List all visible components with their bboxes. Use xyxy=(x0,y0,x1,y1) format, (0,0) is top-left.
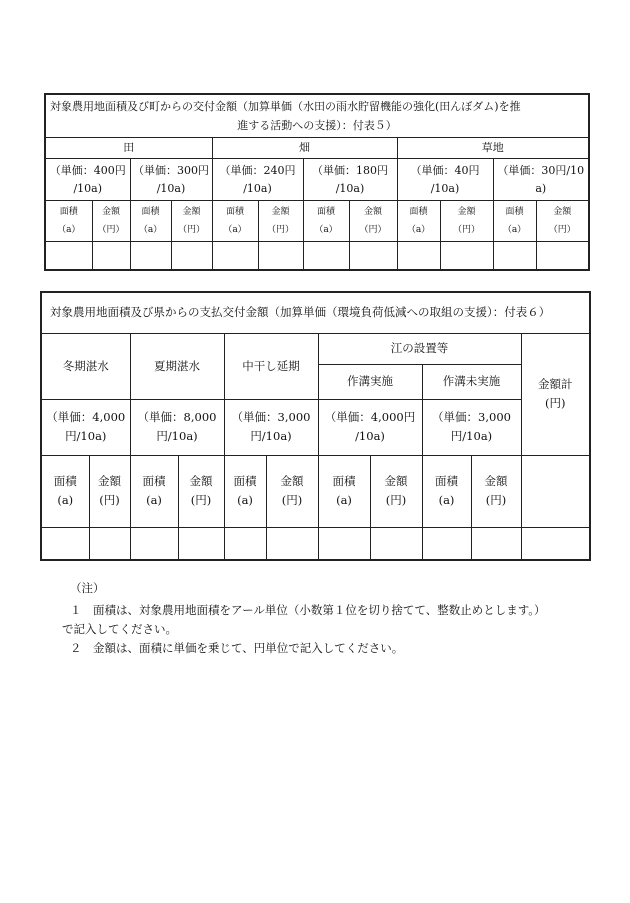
table1-title xyxy=(45,94,589,138)
area-header: 面積 (a) xyxy=(422,455,471,527)
subsidy-table-prefecture xyxy=(40,291,591,561)
header-ditch-not-done: 作溝未実施 xyxy=(422,364,521,399)
entry-cell[interactable] xyxy=(92,242,130,270)
entry-cell[interactable] xyxy=(318,527,370,560)
entry-cell[interactable] xyxy=(178,527,224,560)
rate-cell: （単価：300円 /10a) xyxy=(130,159,212,201)
entry-cell[interactable] xyxy=(303,242,349,270)
header-ditch: 江の設置等 xyxy=(318,333,521,364)
category-upland: 畑 xyxy=(212,138,397,159)
rate-cell: （単価：180円 /10a) xyxy=(303,159,397,201)
entry-cell[interactable] xyxy=(130,242,171,270)
entry-cell[interactable] xyxy=(171,242,212,270)
amount-header: 金額 （円） xyxy=(536,201,589,242)
rate-cell: （単価：4,000円 /10a) xyxy=(318,399,422,455)
entry-cell[interactable] xyxy=(258,242,303,270)
note-1-line2: で記入してください。 xyxy=(62,622,177,636)
amount-header: 金額 (円) xyxy=(370,455,422,527)
subsidy-table-town xyxy=(44,93,590,271)
rate-cell: （単価：3,000 円/10a) xyxy=(224,399,318,455)
table1-title-line2: 進する活動への支援）：付表５） xyxy=(237,119,397,132)
entry-cell[interactable] xyxy=(224,527,266,560)
header-ditch-done: 作溝実施 xyxy=(318,364,422,399)
rate-cell: （単価：3,000 円/10a) xyxy=(422,399,521,455)
area-header: 面積 (a) xyxy=(224,455,266,527)
header-midseason-drainage: 中干し延期 xyxy=(224,333,318,399)
area-header: 面積 （a） xyxy=(212,201,258,242)
entry-cell[interactable] xyxy=(521,527,590,560)
area-header: 面積 （a） xyxy=(397,201,440,242)
area-header: 面積 （a） xyxy=(45,201,92,242)
amount-header: 金額 （円） xyxy=(258,201,303,242)
rate-cell: （単価：40円 /10a) xyxy=(397,159,493,201)
entry-cell[interactable] xyxy=(130,527,178,560)
category-grassland: 草地 xyxy=(397,138,589,159)
note-2: ２ 金額は、面積に単価を乗じて、円単位で記入してください。 xyxy=(70,641,404,655)
total-blank-cell xyxy=(521,455,590,527)
table1-title-line1: 対象農用地面積及び町からの交付金額（加算単価（水田の雨水貯留機能の強化(田んぼダム)を推 xyxy=(50,100,521,113)
entry-cell[interactable] xyxy=(45,242,92,270)
entry-cell[interactable] xyxy=(212,242,258,270)
entry-cell[interactable] xyxy=(493,242,536,270)
area-header: 面積 (a) xyxy=(318,455,370,527)
area-header: 面積 （a） xyxy=(303,201,349,242)
category-paddy: 田 xyxy=(45,138,212,159)
header-total-amount: 金額計 (円) xyxy=(521,333,590,455)
entry-cell[interactable] xyxy=(349,242,397,270)
area-header: 面積 (a) xyxy=(41,455,89,527)
amount-header: 金額 (円) xyxy=(178,455,224,527)
entry-cell[interactable] xyxy=(440,242,493,270)
rate-cell: （単価：400円 /10a) xyxy=(45,159,130,201)
notes xyxy=(62,579,590,658)
entry-cell[interactable] xyxy=(536,242,589,270)
notes-heading: （注） xyxy=(70,581,105,595)
amount-header: 金額 (円) xyxy=(471,455,521,527)
rate-cell: （単価：4,000 円/10a) xyxy=(41,399,130,455)
area-header: 面積 （a） xyxy=(493,201,536,242)
entry-cell[interactable] xyxy=(471,527,521,560)
rate-cell: （単価：8,000 円/10a) xyxy=(130,399,224,455)
amount-header: 金額 （円） xyxy=(92,201,130,242)
header-winter-flooding: 冬期湛水 xyxy=(41,333,130,399)
amount-header: 金額 (円) xyxy=(266,455,318,527)
entry-cell[interactable] xyxy=(41,527,89,560)
header-summer-flooding: 夏期湛水 xyxy=(130,333,224,399)
entry-cell[interactable] xyxy=(397,242,440,270)
entry-cell[interactable] xyxy=(89,527,130,560)
rate-cell: （単価：30円/10 a) xyxy=(493,159,589,201)
area-header: 面積 (a) xyxy=(130,455,178,527)
amount-header: 金額 （円） xyxy=(349,201,397,242)
note-1-line1: １ 面積は、対象農用地面積をアール単位（小数第１位を切り捨てて、整数止めとします。） xyxy=(70,603,546,617)
entry-cell[interactable] xyxy=(422,527,471,560)
amount-header: 金額 （円） xyxy=(440,201,493,242)
area-header: 面積 （a） xyxy=(130,201,171,242)
amount-header: 金額 （円） xyxy=(171,201,212,242)
amount-header: 金額 (円) xyxy=(89,455,130,527)
entry-cell[interactable] xyxy=(266,527,318,560)
table2-title: 対象農用地面積及び県からの支払交付金額（加算単価（環境負荷低減への取組の支援）：付表６） xyxy=(41,292,590,333)
rate-cell: （単価：240円 /10a) xyxy=(212,159,303,201)
entry-cell[interactable] xyxy=(370,527,422,560)
